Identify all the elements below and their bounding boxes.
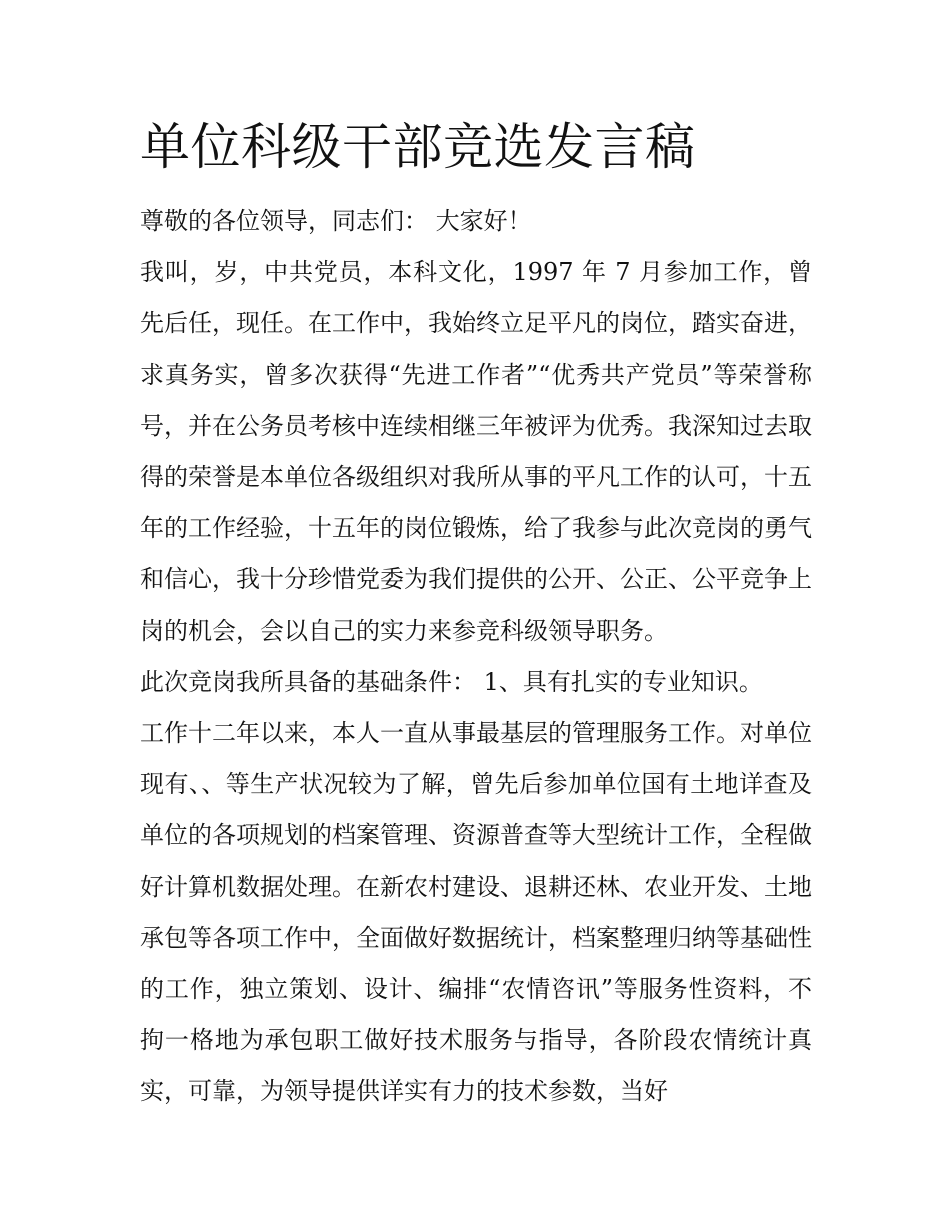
paragraph-qualifications-heading: 此次竞岗我所具备的基础条件： 1、具有扎实的专业知识。 [140,667,763,696]
document-body [140,196,812,1118]
document-title: 单位科级干部竞选发言稿 [140,118,696,176]
document-page [140,112,812,1118]
paragraph-work-experience: 工作十二年以来，本人一直从事最基层的管理服务工作。对单位现有、、等生产状况较为了解，曾先后参加单位国有土地详查及单位的各项规划的档案管理、资源普查等大型统计工作，全程做好计算机数据处理。在新农村建设、退耕还林、农业开发、土地承包等各项工作中，全面做好数据统计，档案整理归纳等基础性的工作，独立策划、设计、编排“农情咨讯”等服务性资料，不拘一格地为承包职工做好技术服务与指导，各阶段农情统计真实，可靠，为领导提供详实有力的技术参数，当好 [140,719,812,1106]
paragraph-introduction: 我叫，岁，中共党员，本科文化，1997 年 7 月参加工作，曾先后任，现任。在工作中，我始终立足平凡的岗位，踏实奋进，求真务实，曾多次获得“先进工作者”“优秀共产党员”等荣誉称号，并在公务员考核中连续相继三年被评为优秀。我深知过去取得的荣誉是本单位各级组织对我所从事的平凡工作的认可，十五年的工作经验，十五年的岗位锻炼，给了我参与此次竞岗的勇气和信心，我十分珍惜党委为我们提供的公开、公正、公平竞争上岗的机会，会以自己的实力来参竞科级领导职务。 [140,258,812,645]
paragraph-greeting: 尊敬的各位领导，同志们： 大家好！ [140,207,532,235]
